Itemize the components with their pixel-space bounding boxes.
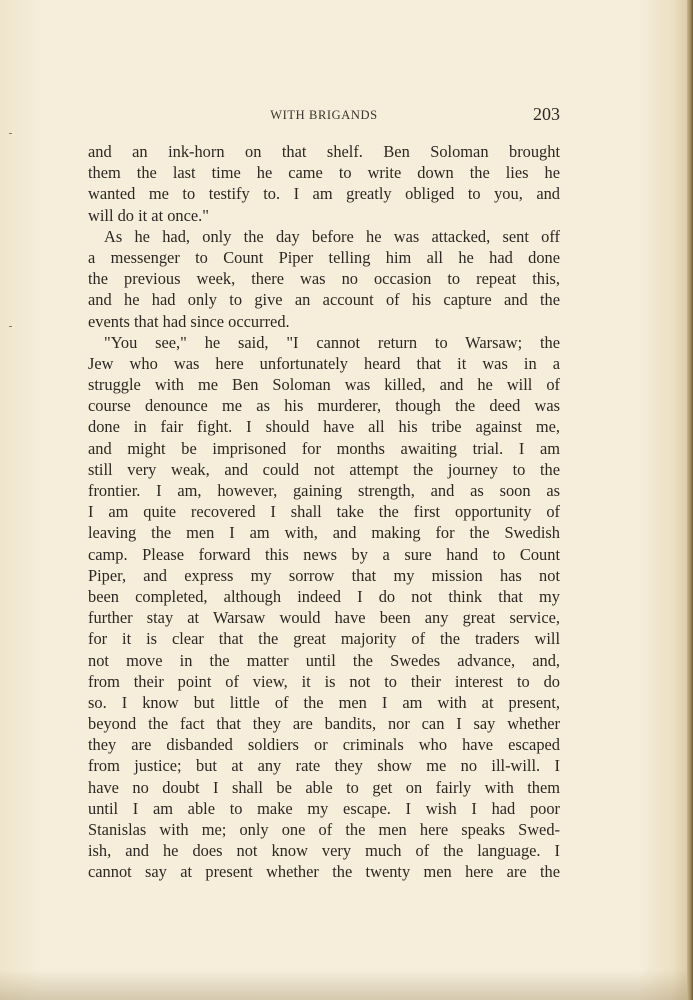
text-line: beyond the fact that they are bandits, nor can I say whether: [88, 714, 560, 734]
text-line: Stanislas with me; only one of the men here speaks Swed-: [88, 820, 560, 839]
text-line: for it is clear that the great majority of the traders will: [88, 629, 560, 649]
text-line: I am quite recovered I shall take the first opportunity of: [88, 502, 560, 522]
text-line: events that had since occurred.: [88, 311, 290, 331]
text-line: Piper, and express my sorrow that my mission has not: [88, 565, 560, 585]
text-line: so. I know but little of the men I am with at present,: [88, 692, 560, 712]
text-line: will do it at once.": [88, 205, 209, 225]
text-line: further stay at Warsaw would have been any great service,: [88, 608, 560, 628]
text-line: struggle with me Ben Soloman was killed, and he will of: [88, 375, 560, 395]
page-edge: [687, 0, 693, 1000]
text-line: frontier. I am, however, gaining strength, and as soon as: [88, 481, 560, 500]
text-line: until I am able to make my escape. I wish I had poor: [88, 798, 560, 818]
text-line: not move in the matter until the Swedes advance, and,: [88, 650, 560, 670]
running-head: [88, 104, 560, 126]
text-line: and might be imprisoned for months awaiting trial. I am: [88, 438, 560, 458]
text-line: still very weak, and could not attempt the journey to the: [88, 459, 560, 479]
text-line: cannot say at present whether the twenty men here are the: [88, 862, 560, 882]
text-line: a messenger to Count Piper telling him all he had done: [88, 247, 560, 267]
text-line: have no doubt I shall be able to get on fairly with them: [88, 777, 560, 797]
text-line: ish, and he does not know very much of the language. I: [88, 841, 560, 861]
running-head-title: WITH BRIGANDS: [270, 108, 378, 122]
page-number: 203: [533, 104, 560, 124]
text-line: they are disbanded soldiers or criminals who have escaped: [88, 735, 560, 755]
text-line: camp. Please forward this news by a sure hand to Count: [88, 544, 560, 564]
body-text: [88, 141, 560, 883]
text-line: As he had, only the day before he was attacked, sent off: [104, 226, 560, 246]
margin-mark: [9, 326, 12, 327]
page-bottom-shadow: [0, 970, 693, 1000]
text-line: course denounce me as his murderer, though the deed was: [88, 396, 560, 416]
text-line: and he had only to give an account of his capture and the: [88, 290, 560, 310]
text-line: from their point of view, it is not to their interest to do: [88, 671, 560, 691]
text-line: the previous week, there was no occasion to repeat this,: [88, 269, 560, 289]
text-line: Jew who was here unfortunately heard that it was in a: [88, 353, 560, 373]
text-line: and an ink-horn on that shelf. Ben Soloman brought: [88, 142, 560, 161]
margin-mark: [9, 133, 12, 134]
text-line: wanted me to testify to. I am greatly obliged to you, and: [88, 184, 560, 204]
text-line: "You see," he said, "I cannot return to Warsaw; the: [104, 332, 560, 352]
text-line: from justice; but at any rate they show me no ill-will. I: [88, 756, 560, 776]
text-line: been completed, although indeed I do not think that my: [88, 586, 560, 606]
text-line: them the last time he came to write down the lies he: [88, 163, 560, 183]
text-line: leaving the men I am with, and making for the Swedish: [88, 523, 560, 543]
text-line: done in fair fight. I should have all his tribe against me,: [88, 417, 560, 437]
